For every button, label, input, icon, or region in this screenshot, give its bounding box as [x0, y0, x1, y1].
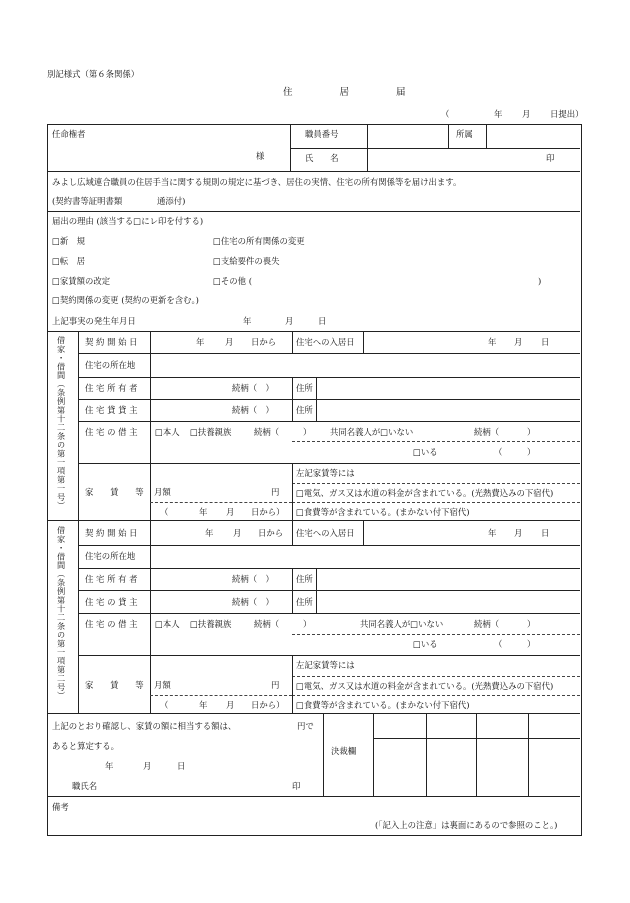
contract-start-label: 契 約 開 始 日	[85, 528, 138, 538]
reason-loss-checkbox[interactable]: □支給要件の喪失	[213, 256, 280, 266]
appointer-label: 任命権者	[52, 129, 86, 139]
co-signer-exists-close: ）	[527, 639, 536, 649]
rent-period-month: 月	[226, 507, 235, 517]
owner-label: 住 宅 所 有 者	[85, 574, 138, 584]
co-signer-exists-open: （	[494, 447, 503, 457]
reason-other-close: )	[538, 276, 542, 286]
rent-period-year: 年	[199, 507, 208, 517]
rent-yen: 円	[271, 680, 280, 690]
rent-period-close: 日から）	[251, 507, 285, 517]
location-label: 住宅の所在地	[85, 551, 136, 561]
co-signer-exists-open: （	[494, 639, 503, 649]
occurrence-month: 月	[285, 316, 294, 326]
affiliation-field[interactable]	[489, 127, 577, 145]
move-in-label: 住宅への入居日	[296, 337, 355, 347]
rent-monthly-label: 月額	[154, 680, 171, 690]
occurrence-day: 日	[318, 316, 327, 326]
section-1-label: 借家・借間（条例第十二条の第一項第一号）	[56, 336, 67, 510]
owner-label: 住 宅 所 有 者	[85, 383, 138, 393]
reason-new-checkbox[interactable]: □新 規	[52, 236, 86, 246]
contract-start-month: 月	[225, 337, 234, 347]
move-in-day: 日	[541, 337, 550, 347]
contract-start-year: 年	[205, 528, 214, 538]
lessee-dependent-checkbox[interactable]: □扶養親族	[190, 427, 232, 437]
confirm-line1: 上記のとおり確認し、家賃の額に相当する額は、	[52, 721, 237, 731]
contract-start-from: 日から	[258, 528, 284, 538]
occurrence-year: 年	[243, 316, 252, 326]
form-reference: 別記様式（第６条関係）	[47, 69, 140, 79]
rent-period-open: （	[160, 507, 169, 517]
rent-label: 家 賃 等	[85, 487, 144, 497]
official-seal: 印	[292, 781, 301, 791]
owner-relation: 続柄（ ）	[232, 574, 274, 584]
location-label: 住宅の所在地	[85, 360, 136, 370]
contract-start-label: 契 約 開 始 日	[85, 337, 138, 347]
name-field[interactable]	[370, 150, 540, 168]
name-label: 氏 名	[305, 153, 339, 163]
co-signer-exists-checkbox[interactable]: □いる	[413, 447, 438, 457]
move-in-day: 日	[541, 528, 550, 538]
remarks-label: 備考	[52, 802, 69, 812]
attachment-label: (契約書等証明書類	[52, 196, 123, 206]
rent-period-month: 月	[226, 700, 235, 710]
co-signer-relation: 続柄（	[474, 427, 500, 437]
staff-number-field[interactable]	[370, 127, 445, 145]
page-title: 住 居 届	[283, 87, 428, 98]
lessee-relation-open: 続柄（	[254, 427, 280, 437]
co-signer-exists-close: ）	[527, 447, 536, 457]
lessee-label: 住 宅 の 借 主	[85, 619, 138, 629]
seal-mark: 印	[546, 153, 555, 163]
confirm-yen: 円で	[297, 721, 314, 731]
reason-rent-change-checkbox[interactable]: □家賃額の改定	[52, 276, 111, 286]
move-in-year: 年	[488, 528, 497, 538]
rent-label: 家 賃 等	[85, 680, 144, 690]
statement-text: みよし広域連合職員の住居手当に関する規則の規定に基づき、居住の実情、住宅の所有関係等を届け出ます。	[52, 177, 462, 187]
confirm-month: 月	[143, 761, 152, 771]
date-year: 年	[494, 109, 503, 119]
owner-relation: 続柄（ ）	[232, 383, 274, 393]
lessee-relation-open: 続柄（	[254, 619, 280, 629]
reason-ownership-checkbox[interactable]: □住宅の所有関係の変更	[213, 236, 305, 246]
lessee-self-checkbox[interactable]: □本人	[155, 427, 180, 437]
move-in-month: 月	[514, 528, 523, 538]
co-signer-relation: 続柄（	[474, 619, 500, 629]
occurrence-label: 上記事実の発生年月日	[52, 316, 136, 326]
appointer-sama: 様	[256, 151, 265, 161]
lessor-address-label: 住所	[296, 405, 313, 415]
move-in-month: 月	[514, 337, 523, 347]
confirm-line2: あると算定する。	[52, 741, 119, 751]
location-field[interactable]	[153, 548, 577, 566]
lessee-label: 住 宅 の 借 主	[85, 427, 138, 437]
owner-address-label: 住所	[296, 383, 313, 393]
contract-start-month: 月	[233, 528, 242, 538]
rent-monthly-label: 月額	[154, 487, 171, 497]
utilities-checkbox[interactable]: □電気、ガス又は水道の料金が含まれている。(光熱費込みの下宿代)	[296, 488, 554, 498]
co-signer-relation-close: ）	[527, 619, 536, 629]
date-submit: 日提出）	[550, 109, 584, 119]
owner-address-label: 住所	[296, 574, 313, 584]
date-open: （	[441, 109, 450, 119]
reasons-heading: 届出の理由 (該当する□にレ印を付する)	[52, 216, 204, 226]
lessee-relation-close: ）	[303, 619, 312, 629]
reason-other-checkbox[interactable]: □その他 (	[213, 276, 252, 286]
rent-period-open: （	[160, 700, 169, 710]
lessee-self-checkbox[interactable]: □本人	[155, 619, 180, 629]
lessor-relation: 続柄（ ）	[232, 597, 274, 607]
move-in-label: 住宅への入居日	[296, 528, 355, 538]
section-2-label: 借家・借間（条例第十二条の第一項第二号）	[56, 526, 67, 700]
decision-label: 決裁欄	[331, 746, 357, 756]
move-in-year: 年	[488, 337, 497, 347]
lessee-dependent-checkbox[interactable]: □扶養親族	[190, 619, 232, 629]
co-signer-none-checkbox[interactable]: 共同名義人が□いない	[360, 619, 444, 629]
lessee-relation-close: ）	[303, 427, 312, 437]
location-field[interactable]	[153, 356, 577, 374]
rent-period-close: 日から）	[251, 700, 285, 710]
co-signer-none-checkbox[interactable]: 共同名義人が□いない	[330, 427, 414, 437]
confirm-year: 年	[105, 761, 114, 771]
confirm-day: 日	[177, 761, 186, 771]
meals-checkbox[interactable]: □食費等が含まれている。(まかない付下宿代)	[296, 507, 470, 517]
official-name-label: 職氏名	[72, 781, 98, 791]
lessor-relation: 続柄（ ）	[232, 405, 274, 415]
attachment-count: 通添付)	[157, 196, 186, 206]
lessor-address-label: 住所	[296, 597, 313, 607]
utilities-checkbox[interactable]: □電気、ガス又は水道の料金が含まれている。(光熱費込みの下宿代)	[296, 681, 554, 691]
meals-checkbox[interactable]: □食費等が含まれている。(まかない付下宿代)	[296, 700, 470, 710]
reason-contract-change-checkbox[interactable]: □契約関係の変更 (契約の更新を含む。)	[52, 295, 199, 305]
included-label: 左記家賃等には	[296, 468, 355, 478]
contract-start-from: 日から	[251, 337, 277, 347]
remarks-note: (「記入上の注意」は裏面にあるので参照のこと。)	[375, 820, 558, 830]
lessor-label: 住 宅 貸 貸 主	[85, 405, 138, 415]
staff-number-label: 職員番号	[305, 129, 339, 139]
co-signer-relation-close: ）	[527, 427, 536, 437]
rent-period-year: 年	[199, 700, 208, 710]
lessor-label: 住 宅 の 貸 主	[85, 597, 138, 607]
included-label: 左記家賃等には	[296, 660, 355, 670]
rent-yen: 円	[271, 487, 280, 497]
affiliation-label: 所属	[456, 129, 473, 139]
contract-start-year: 年	[196, 337, 205, 347]
co-signer-exists-checkbox[interactable]: □いる	[413, 639, 438, 649]
reason-transfer-checkbox[interactable]: □転 居	[52, 256, 86, 266]
date-month: 月	[522, 109, 531, 119]
